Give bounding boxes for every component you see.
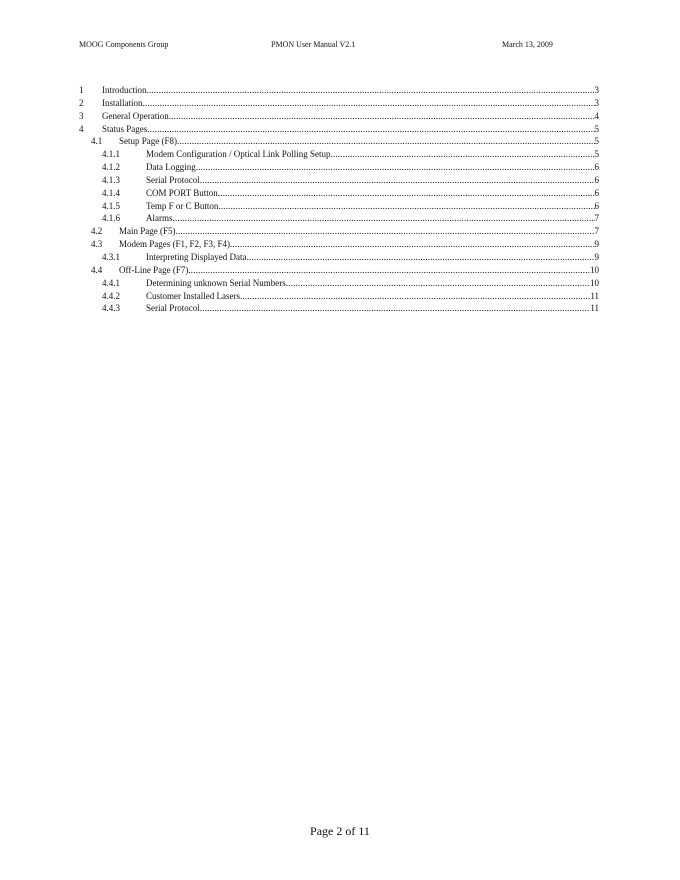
toc-entry-page: 11	[590, 303, 599, 314]
toc-entry-title: Alarms	[146, 213, 173, 224]
toc-entry-number: 4.2	[91, 226, 103, 237]
toc-entry[interactable]	[79, 238, 599, 251]
toc-entry-title: Customer Installed Lasers	[146, 290, 240, 301]
toc-entry-link[interactable]	[146, 302, 599, 315]
toc-entry-number: 3	[79, 110, 84, 121]
page-number-footer: Page 2 of 11	[310, 824, 370, 838]
toc-entry[interactable]	[79, 97, 599, 110]
toc-entry-number: 4.1.1	[102, 149, 120, 160]
toc-entry[interactable]	[79, 84, 599, 97]
toc-entry-page: 6	[594, 162, 599, 173]
toc-entry-page: 5	[594, 123, 599, 134]
toc-entry-number: 4.3	[91, 239, 103, 250]
toc-entry-number: 4.4	[91, 264, 103, 275]
toc-entry-title: Status Pages	[102, 123, 148, 134]
toc-entry-page: 5	[594, 136, 599, 147]
toc-entry-link[interactable]	[146, 277, 599, 290]
toc-entry-number: 1	[79, 85, 84, 95]
toc-entry-number: 4.1.5	[102, 200, 120, 211]
toc-entry-number: 4	[79, 123, 84, 134]
toc-dot-leader	[147, 84, 595, 97]
toc-entry-link[interactable]	[146, 212, 599, 225]
toc-entry-number: 4.1.6	[102, 213, 120, 224]
toc-entry-page: 4	[594, 110, 599, 121]
toc-entry-page: 10	[590, 277, 599, 288]
toc-entry-title: Temp F or C Button	[146, 200, 219, 211]
toc-entry-page: 3	[594, 85, 599, 95]
toc-dot-leader	[286, 277, 590, 290]
toc-entry-link[interactable]	[102, 97, 599, 110]
toc-dot-leader	[169, 110, 595, 123]
toc-entry-link[interactable]	[102, 110, 599, 123]
toc-entry-link[interactable]	[119, 238, 599, 251]
toc-entry[interactable]	[79, 225, 599, 238]
toc-entry-page: 10	[590, 264, 599, 275]
toc-dot-leader	[240, 290, 590, 303]
toc-entry-page: 9	[594, 239, 599, 250]
toc-entry[interactable]	[79, 123, 599, 136]
toc-dot-leader	[173, 212, 595, 225]
toc-entry-title: Interpreting Displayed Data	[146, 251, 247, 262]
toc-entry[interactable]	[79, 264, 599, 277]
toc-dot-leader	[218, 200, 594, 213]
toc-entry-number: 4.1.4	[102, 187, 120, 198]
toc-entry-link[interactable]	[119, 135, 599, 148]
page-header	[0, 39, 680, 51]
toc-entry-page: 5	[594, 149, 599, 160]
toc-entry-title: Determining unknown Serial Numbers	[146, 277, 286, 288]
toc-entry-number: 4.4.1	[102, 277, 120, 288]
toc-entry[interactable]	[79, 212, 599, 225]
toc-entry[interactable]	[79, 148, 599, 161]
toc-entry-number: 4.3.1	[102, 251, 120, 262]
header-company: MOOG Components Group	[79, 40, 169, 49]
toc-entry-title: Off-Line Page (F7)	[119, 264, 189, 275]
toc-entry-page: 6	[594, 187, 599, 198]
toc-dot-leader	[331, 148, 595, 161]
toc-entry-title: Data Logging	[146, 162, 196, 173]
toc-dot-leader	[196, 161, 595, 174]
toc-entry-page: 3	[594, 97, 599, 108]
toc-dot-leader	[200, 174, 595, 187]
toc-entry-number: 4.1	[91, 136, 103, 147]
toc-entry-number: 4.4.3	[102, 303, 120, 314]
toc-entry-link[interactable]	[146, 161, 599, 174]
toc-entry-title: Serial Protocol	[146, 174, 200, 185]
toc-entry-number: 2	[79, 97, 84, 108]
toc-entry-page: 7	[594, 226, 599, 237]
toc-entry-link[interactable]	[146, 290, 599, 303]
toc-entry-title: Setup Page (F8)	[119, 136, 177, 147]
toc-entry[interactable]	[79, 174, 599, 187]
toc-entry-page: 6	[594, 200, 599, 211]
toc-entry-title: Modem Pages (F1, F2, F3, F4)	[119, 239, 231, 250]
toc-entry[interactable]	[79, 110, 599, 123]
toc-entry-page: 7	[594, 213, 599, 224]
toc-entry[interactable]	[79, 187, 599, 200]
toc-dot-leader	[147, 123, 594, 136]
toc-entry[interactable]	[79, 135, 599, 148]
toc-entry-link[interactable]	[146, 187, 599, 200]
toc-entry-number: 4.1.2	[102, 162, 120, 173]
toc-dot-leader	[230, 238, 594, 251]
toc-entry-title: General Operation	[102, 110, 169, 121]
toc-entry-title: COM PORT Button	[146, 187, 218, 198]
toc-entry-link[interactable]	[119, 225, 599, 238]
toc-entry-link[interactable]	[146, 200, 599, 213]
toc-entry-title: Installation	[102, 97, 143, 108]
toc-dot-leader	[143, 97, 595, 110]
toc-entry-link[interactable]	[102, 84, 599, 97]
toc-entry[interactable]	[79, 302, 599, 315]
toc-entry-title: Introduction	[102, 85, 147, 95]
toc-entry-page: 6	[594, 174, 599, 185]
toc-dot-leader	[200, 302, 591, 315]
toc-entry-link[interactable]	[102, 123, 599, 136]
toc-entry-title: Modem Configuration / Optical Link Polling Setup	[146, 149, 331, 160]
toc-entry-link[interactable]	[146, 174, 599, 187]
toc-entry-number: 4.4.2	[102, 290, 120, 301]
table-of-contents	[79, 84, 599, 315]
toc-entry-title: Main Page (F5)	[119, 226, 176, 237]
toc-entry[interactable]	[79, 161, 599, 174]
toc-entry-link[interactable]	[119, 264, 599, 277]
toc-entry[interactable]	[79, 290, 599, 303]
toc-entry[interactable]	[79, 200, 599, 213]
toc-entry-page: 9	[594, 251, 599, 262]
toc-dot-leader	[218, 187, 595, 200]
toc-dot-leader	[246, 251, 594, 264]
toc-entry-page: 11	[590, 290, 599, 301]
header-date: March 13, 2009	[502, 40, 553, 49]
toc-dot-leader	[177, 135, 595, 148]
header-document-title: PMON User Manual V2.1	[271, 40, 356, 49]
toc-entry-number: 4.1.3	[102, 174, 120, 185]
toc-entry-link[interactable]	[146, 251, 599, 264]
toc-dot-leader	[176, 225, 595, 238]
toc-entry-title: Serial Protocol	[146, 303, 200, 314]
toc-entry-link[interactable]	[146, 148, 599, 161]
toc-dot-leader	[188, 264, 590, 277]
toc-entry[interactable]	[79, 251, 599, 264]
toc-entry[interactable]	[79, 277, 599, 290]
